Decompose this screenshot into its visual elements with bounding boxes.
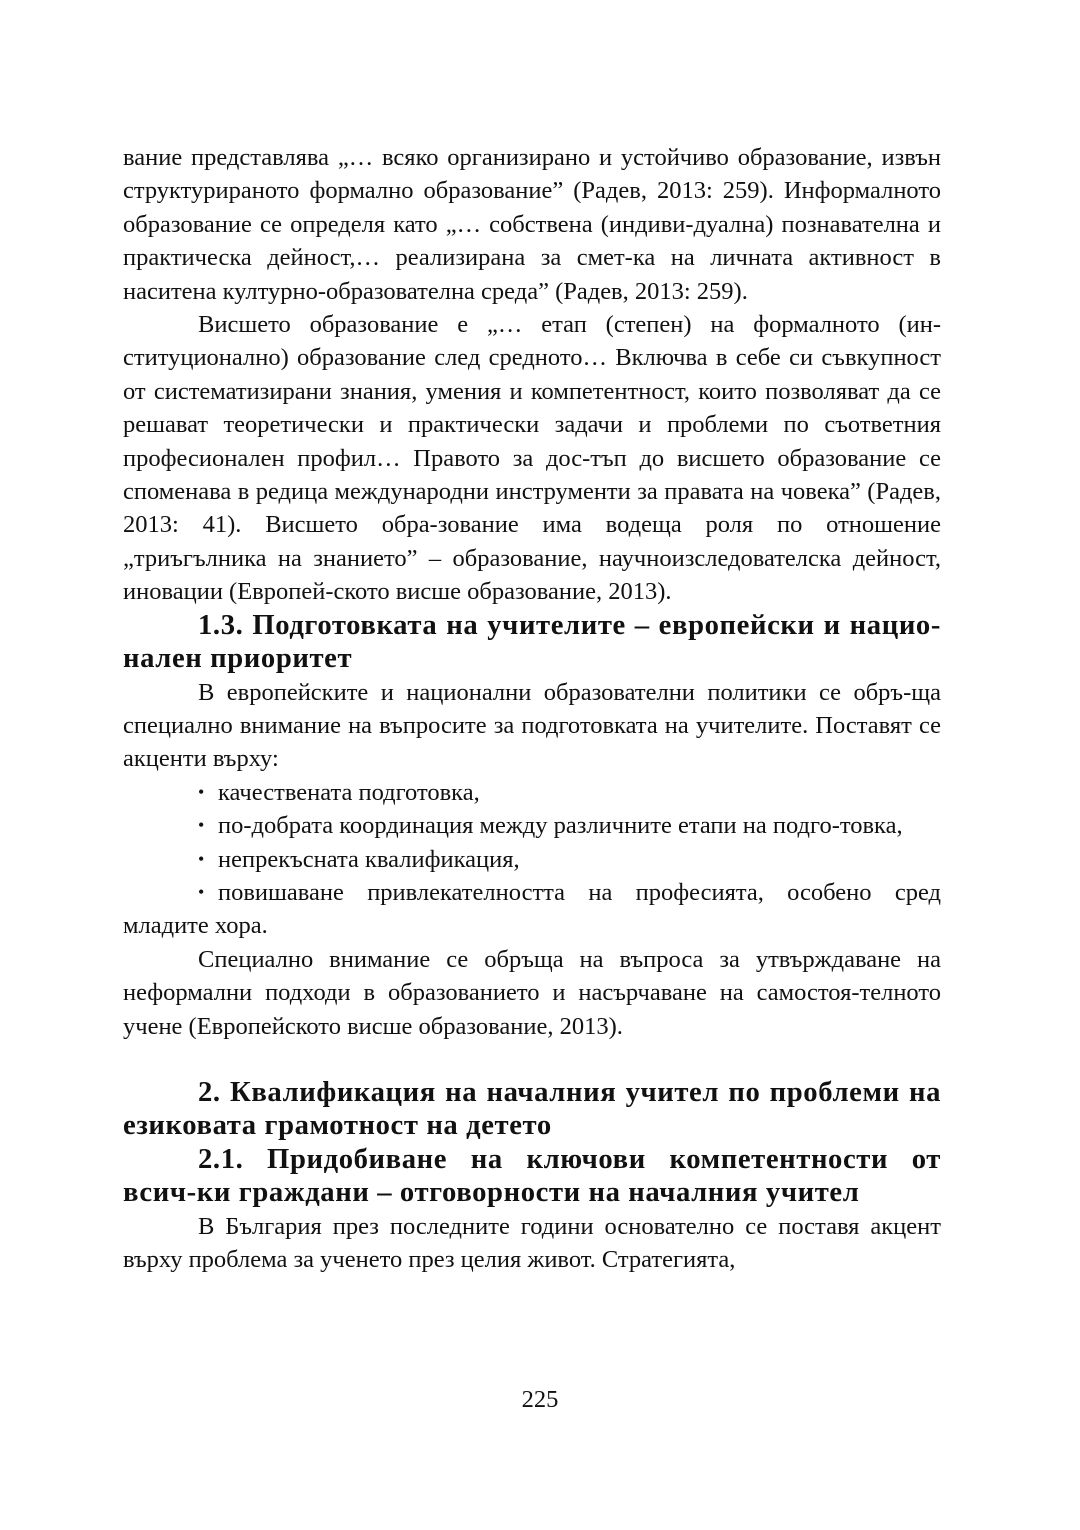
heading-section-2-1: 2.1. Придобиване на ключови компетентности от всич-ки граждани – отговорности на началния учител xyxy=(123,1142,941,1209)
heading-section-2: 2. Квалификация на началния учител по проблеми на езиковата грамотност на детето xyxy=(123,1075,941,1142)
bullet-item-qualification xyxy=(123,843,941,876)
bullet-text: непрекъсната квалификация, xyxy=(218,845,520,873)
paragraph-nonformal-approaches: Специално внимание се обръща на въпроса за утвърждаване на неформални подходи в образованието и насърчаване на самостоя-телното учене (Европейското висше образование, 2013). xyxy=(123,945,941,1040)
page-number: 225 xyxy=(521,1386,559,1413)
bullet-icon: • xyxy=(198,881,205,902)
bullet-icon: • xyxy=(198,781,205,802)
paragraph-teacher-policies: В европейските и национални образователни политики се обръ-ща специално внимание на въпросите за подготовката на учителите. Поставят се акценти върху: xyxy=(123,678,941,773)
bullet-item-coordination xyxy=(123,809,941,842)
paragraph-higher-education: Висшето образование е „… етап (степен) на формалното (ин-ституционално) образование след средното… Включва в себе си съвкупност от систематизирани знания, умения и компетентност, които позволяват да се решават теоретически и практически задачи и проблеми по съответния професионален профил… Правото за дос-тъп до висшето образование се споменава в редица международни инструменти за правата на човека” (Радев, 2013: 41). Висшето обра-зование има водеща роля по отношение „триъгълника на знанието” – образование, научноизследователска дейност, иновации (Европей-ското висше образование, 2013). xyxy=(123,311,941,606)
page-body xyxy=(123,141,941,1276)
bullet-text: повишаване привлекателността на професията, особено сред младите хора. xyxy=(123,878,941,940)
paragraph-lifelong-learning: В България през последните години основателно се поставя акцент върху проблема за ученето през целия живот. Стратегията, xyxy=(123,1212,941,1273)
bullet-icon: • xyxy=(198,815,205,836)
bullet-list-priorities xyxy=(123,776,941,943)
section-spacer xyxy=(123,1043,941,1076)
bullet-text: по-добрата координация между различните етапи на подго-товка, xyxy=(218,812,903,840)
bullet-text: качествената подготовка, xyxy=(218,778,480,806)
heading-section-1-3: 1.3. Подготовката на учителите – европейски и нацио-нален приоритет xyxy=(123,608,941,675)
bullet-item-attractiveness xyxy=(123,876,941,943)
bullet-item-quality-training xyxy=(123,776,941,809)
paragraph-nonformal-education: вание представлява „… всяко организирано и устойчиво образование, извън структурираното формално образование” (Радев, 2013: 259). Информалното образование се определя като „… собствена (индиви-дуална) познавателна и практическа дейност,… реализирана за смет-ка на личната активност в наситена културно-образователна среда” (Радев, 2013: 259). xyxy=(123,144,941,305)
bullet-icon: • xyxy=(198,848,205,869)
